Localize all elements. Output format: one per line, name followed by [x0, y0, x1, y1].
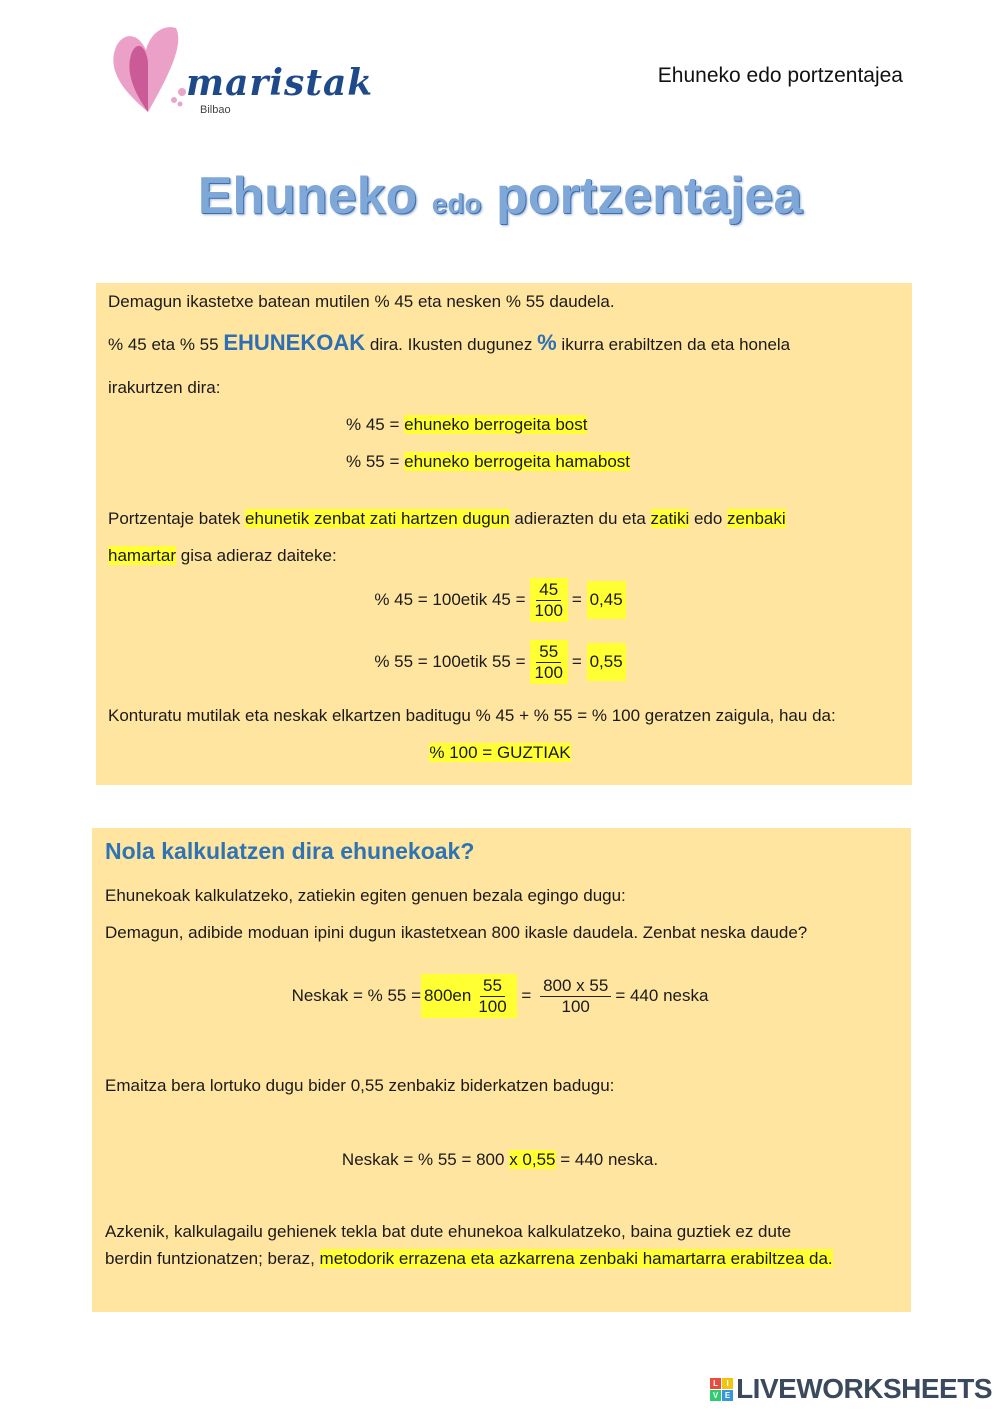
calc-eq-den2: 100 — [561, 996, 590, 1016]
def2-a: hamartar — [108, 546, 177, 565]
liveworksheets-brand: LIVEWORKSHEETS — [736, 1373, 992, 1404]
calc-eq-left: Neskak = % 55 = — [291, 986, 422, 1006]
calc-eq-highlight — [421, 974, 517, 1018]
calc-equation2 — [0, 1150, 1000, 1170]
calc-eq-num2: 800 x 55 — [540, 976, 611, 997]
read-intro: irakurtzen dira: — [108, 378, 221, 397]
def-c: adierazten du eta — [509, 509, 651, 528]
def-b: ehunetik zenbat zati hartzen dugun — [245, 509, 510, 528]
liveworksheets-icon — [710, 1378, 733, 1401]
calc-eq-sign: = — [521, 986, 532, 1006]
lw-letter-i: I — [722, 1378, 733, 1389]
calc-eq-800en: 800en — [424, 986, 472, 1006]
reading-45-a: % 45 = — [346, 415, 405, 434]
eq1-den: 100 — [534, 600, 563, 620]
header-title: Ehuneko edo portzentajea — [657, 64, 903, 87]
calc-eq-num1: 55 — [480, 976, 505, 997]
percent-line-c: dira. Ikusten dugunez — [365, 335, 538, 354]
title-part2: edo — [431, 188, 482, 219]
calc-p4: Azkenik, kalkulagailu gehienek tekla bat dute ehunekoa kalkulatzeko, baina guztiek ez dute — [105, 1222, 792, 1241]
liveworksheets-watermark — [710, 1373, 992, 1405]
eq2-fraction — [530, 640, 568, 684]
reading-55-b: ehuneko berrogeita hamabost — [404, 452, 631, 471]
eq1-left: % 45 = 100etik 45 = — [374, 590, 526, 610]
sum-line: Konturatu mutilak eta neskak elkartzen baditugu % 45 + % 55 = % 100 geratzen zaigula, hau da: — [108, 706, 836, 725]
definition-line2 — [108, 546, 337, 566]
maristak-logo — [108, 22, 374, 122]
heart-logo-icon — [108, 22, 188, 122]
section-title: Nola kalkulatzen dira ehunekoak? — [105, 838, 475, 864]
percent-symbol: % — [537, 330, 557, 355]
calc-p5-a: berdin funtzionatzen; beraz, — [105, 1249, 320, 1268]
eq1-num: 45 — [536, 580, 561, 601]
percent-line-a: % 45 eta % 55 — [108, 335, 224, 354]
def-e: edo — [689, 509, 728, 528]
percent-line — [108, 330, 790, 356]
eq2-den: 100 — [534, 662, 563, 682]
eq2-result: 0,55 — [587, 643, 626, 681]
def-f: zenbaki — [727, 509, 786, 528]
total-text: % 100 = GUZTIAK — [429, 743, 571, 762]
eq1-mid: = — [571, 590, 582, 610]
calc-eq-den1: 100 — [478, 996, 507, 1016]
equation-45 — [0, 578, 1000, 622]
page-title — [0, 166, 1000, 226]
logo-name: maristak — [186, 62, 374, 104]
intro-line: Demagun ikastetxe batean mutilen % 45 eta nesken % 55 daudela. — [108, 292, 615, 311]
calc-equation — [0, 974, 1000, 1018]
reading-55 — [346, 452, 630, 472]
definition-line1 — [108, 509, 786, 529]
lw-letter-v: V — [710, 1390, 721, 1401]
calc-p2: Demagun, adibide moduan ipini dugun ikastetxean 800 ikasle daudela. Zenbat neska daude? — [105, 923, 808, 942]
calc-eq2-a: Neskak = % 55 = 800 — [341, 1150, 510, 1169]
calc-eq-fraction2 — [540, 976, 611, 1016]
calc-eq-right: = 440 neska — [615, 986, 709, 1006]
calc-p5-b: metodorik errazena eta azkarrena zenbaki hamartarra erabiltzea da. — [319, 1249, 833, 1268]
calc-p5 — [105, 1249, 833, 1269]
calc-p1: Ehunekoak kalkulatzeko, zatiekin egiten genuen bezala egingo dugu: — [105, 886, 626, 905]
total-line — [0, 743, 1000, 763]
equation-55 — [0, 640, 1000, 684]
percent-line-e: ikurra erabiltzen da eta honela — [561, 335, 791, 354]
eq2-num: 55 — [536, 642, 561, 663]
reading-45 — [346, 415, 587, 435]
logo-city: Bilbao — [200, 104, 231, 116]
reading-55-a: % 55 = — [346, 452, 405, 471]
eq2-mid: = — [571, 652, 582, 672]
eq2-left: % 55 = 100etik 55 = — [374, 652, 526, 672]
def-d: zatiki — [650, 509, 690, 528]
ehunekoak-word: EHUNEKOAK — [223, 330, 366, 355]
calc-eq2-c: = 440 neska. — [555, 1150, 659, 1169]
title-part1: Ehuneko — [197, 167, 418, 225]
calc-p3: Emaitza bera lortuko dugu bider 0,55 zenbakiz biderkatzen badugu: — [105, 1076, 615, 1095]
def-a: Portzentaje batek — [108, 509, 246, 528]
eq1-fraction — [530, 578, 568, 622]
calc-eq-fraction1 — [475, 976, 509, 1016]
def2-b: gisa adieraz daiteke: — [176, 546, 337, 565]
eq1-result: 0,45 — [587, 581, 626, 619]
title-part3: portzentajea — [495, 167, 803, 225]
lw-letter-l: L — [710, 1378, 721, 1389]
reading-45-b: ehuneko berrogeita bost — [404, 415, 588, 434]
lw-letter-e: E — [722, 1390, 733, 1401]
calc-eq2-b: x 0,55 — [509, 1150, 556, 1169]
